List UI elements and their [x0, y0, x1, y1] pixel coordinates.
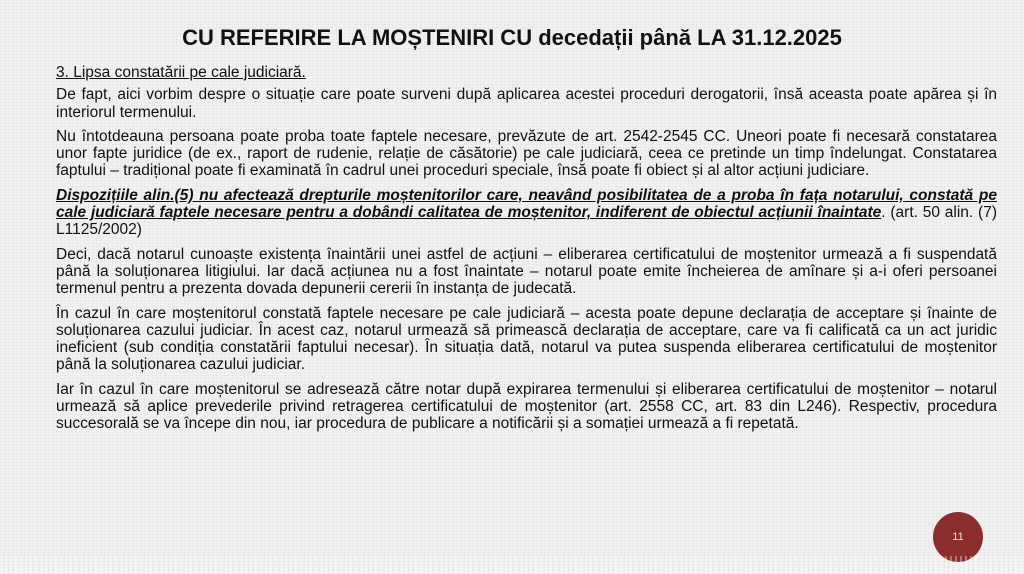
slide-title: CU REFERIRE LA MOȘTENIRI CU decedații până LA 31.12.2025 [182, 25, 842, 50]
paragraph-2: Nu întotdeauna persoana poate proba toate faptele necesare, prevăzute de art. 2542-2545 CC. Uneori poate fi necesară constatarea unor fapte juridice (de ex., raport de rudenie, relație de căsătorie) pe cale judiciară, ceea ce pretinde un timp îndelungat. Constatarea faptului – tradițional poate fi examinată în cadrul unei proceduri speciale, însă poate fi obiect și al altor acțiuni judiciare. [56, 127, 997, 180]
legal-quote-emphasis: Dispozițiile alin.(5) nu afectează drepturile moștenitorilor care, neavând posibilitatea de a proba în fața notarului, constată pe cale judiciară faptele necesare pentru a dobândi calitatea de moștenitor, indiferent de obiectul acțiunii înaintate [56, 186, 997, 222]
footer-texture [0, 556, 1024, 574]
paragraph-3 [56, 187, 997, 239]
section-subheading: 3. Lipsa constatării pe cale judiciară. [56, 64, 306, 81]
page-number-badge: 11 [933, 512, 983, 562]
paragraph-5: În cazul în care moștenitorul constată faptele necesare pe cale judiciară – acesta poate depune declarația de acceptare și înainte de soluționarea cazului judiciar. În acest caz, notarul urmează să primească declarația de acceptare, care va fi calificată ca un act juridic ineficient (sub condiția constatării faptului necesar). În situația dată, notarul va putea suspenda eliberarea certificatului de moștenitor până la soluționarea cazului judiciar. [56, 304, 997, 374]
slide-body [56, 64, 997, 440]
legal-reference: . (art. 50 alin. (7) L1125/2002) [56, 204, 997, 239]
paragraph-6: Iar în cazul în care moștenitorul se adresează către notar după expirarea termenului și eliberarea certificatului de moștenitor – notarul urmează să aplice prevederile privind retragerea certificatului de moștenitor (art. 2558 CC, art. 83 din L246). Respectiv, procedura succesorală se va începe din nou, iar procedura de publicare a notificării și a somației urmează a fi repetată. [56, 380, 997, 433]
paragraph-1: De fapt, aici vorbim despre o situație care poate surveni după aplicarea acestei proceduri derogatorii, însă aceasta poate apărea și în interiorul termenului. [56, 86, 997, 121]
paragraph-4: Deci, dacă notarul cunoaște existența înaintării unei astfel de acțiuni – eliberarea certificatului de moștenitor urmează a fi suspendată până la soluționarea litigiului. Iar dacă acțiunea nu a fost înaintate – notarul poate emite încheierea de amînare și a-i oferi persoanei termenul pentru a prezenta dovada depunerii cererii în instanța de judecată. [56, 245, 997, 298]
